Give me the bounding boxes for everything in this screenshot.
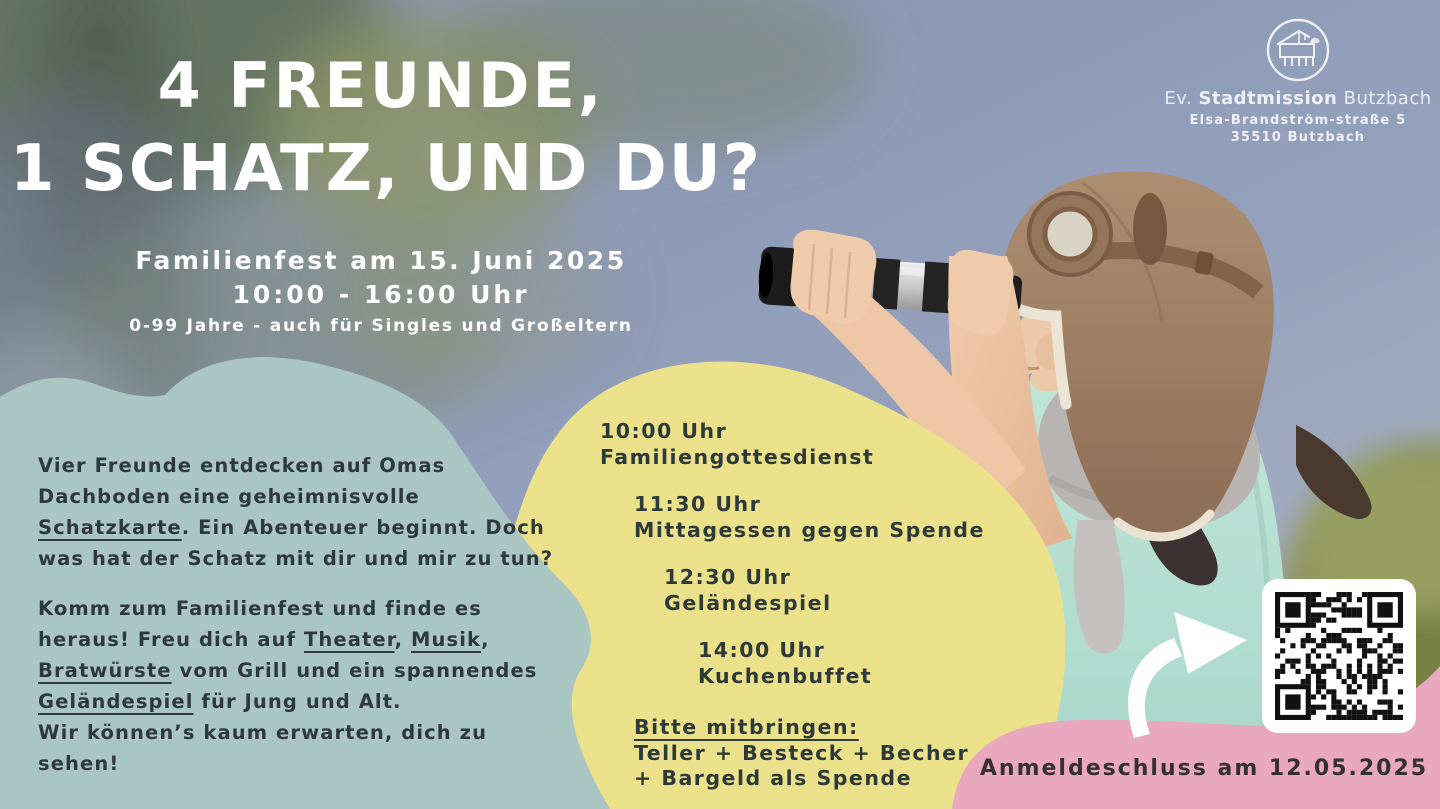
- poster-title-line2: 1 SCHATZ, UND DU?: [10, 131, 762, 206]
- intro-paragraph-1: [38, 450, 586, 574]
- bring-line-1: Teller + Besteck + Becher: [634, 740, 970, 765]
- qr-code: [1262, 579, 1416, 733]
- schedule-label: Kuchenbuffet: [698, 664, 873, 688]
- schedule-time: 10:00 Uhr: [600, 419, 728, 443]
- text-segment: . Ein Abenteuer beginnt. Doch: [181, 516, 545, 539]
- poster-title-line1: 4 FREUNDE,: [157, 49, 605, 122]
- curved-arrow-icon: [1113, 598, 1261, 750]
- registration-deadline: Anmeldeschluss am 12.05.2025: [979, 756, 1429, 781]
- org-name: [1152, 88, 1440, 109]
- poster-title: [10, 46, 762, 207]
- text-segment: Vier Freunde entdecken auf Omas: [38, 454, 446, 477]
- text-segment: Wir können’s kaum erwarten, dich zu: [38, 721, 488, 744]
- schedule-list: [600, 418, 1020, 689]
- intro-text: [38, 450, 586, 779]
- underlined-text: Musik: [411, 628, 482, 651]
- schedule-label: Geländespiel: [664, 591, 832, 615]
- schedule-label: Familiengottesdienst: [600, 445, 875, 469]
- schedule-item: [664, 564, 1020, 616]
- bring-heading: Bitte mitbringen:: [634, 715, 859, 739]
- text-segment: für Jung und Alt.: [193, 690, 402, 713]
- text-segment: Komm zum Familienfest und finde es: [38, 597, 482, 620]
- intro-paragraph-2: [38, 593, 586, 779]
- event-audience: 0-99 Jahre - auch für Singles und Großeltern: [129, 316, 633, 336]
- org-name-main: Stadtmission: [1198, 88, 1338, 109]
- org-name-city: Butzbach: [1343, 88, 1432, 109]
- text-segment: ,: [481, 628, 490, 651]
- poster-subtitle: [40, 246, 722, 336]
- bring-section: [634, 715, 1020, 792]
- underlined-text: Schatzkarte: [38, 516, 182, 539]
- org-address-street: Elsa-Brandström-straße 5: [1189, 113, 1407, 128]
- schedule: [600, 418, 1020, 792]
- org-logo-block: [1152, 16, 1440, 145]
- event-time: 10:00 - 16:00 Uhr: [232, 280, 530, 309]
- text-segment: vom Grill und ein spannendes: [171, 659, 538, 682]
- schedule-item: [634, 491, 1020, 543]
- house-on-stilts-logo-icon: [1265, 16, 1331, 84]
- schedule-time: 12:30 Uhr: [664, 565, 792, 589]
- text-segment: sehen!: [38, 752, 120, 775]
- schedule-time: 14:00 Uhr: [698, 638, 826, 662]
- underlined-text: Geländespiel: [38, 690, 194, 713]
- event-date: Familienfest am 15. Juni 2025: [135, 246, 627, 275]
- schedule-item: [698, 637, 1020, 689]
- schedule-time: 11:30 Uhr: [634, 492, 762, 516]
- schedule-label: Mittagessen gegen Spende: [634, 518, 985, 542]
- schedule-item: [600, 418, 1020, 470]
- text-segment: ,: [394, 628, 412, 651]
- bring-line-2: + Bargeld als Spende: [634, 766, 913, 790]
- org-name-prefix: Ev.: [1164, 88, 1193, 109]
- underlined-text: Bratwürste: [38, 659, 172, 682]
- text-segment: Dachboden eine geheimnisvolle: [38, 485, 420, 508]
- underlined-text: Theater: [304, 628, 395, 651]
- text-segment: was hat der Schatz mit dir und mir zu tun?: [38, 547, 554, 570]
- text-segment: heraus! Freu dich auf: [38, 628, 305, 651]
- org-address-city: 35510 Butzbach: [1230, 130, 1366, 145]
